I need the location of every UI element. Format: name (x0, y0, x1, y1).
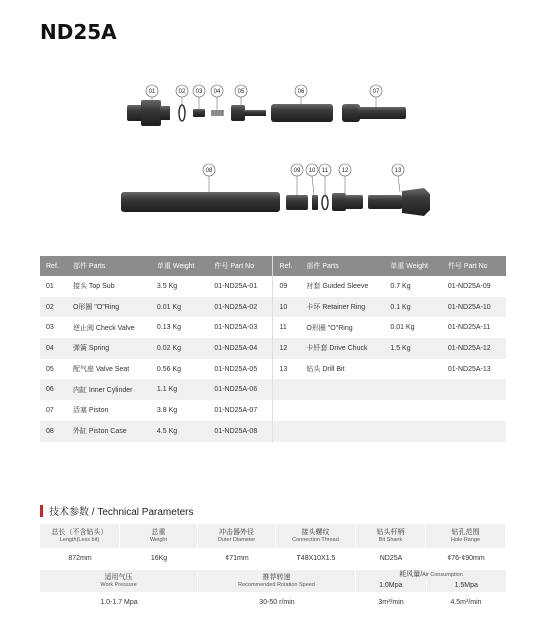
cell-part: O形圈 "O"Ring (67, 297, 151, 318)
cell-part (300, 379, 384, 400)
cell-ref: 03 (46, 324, 54, 332)
table-row (40, 297, 506, 318)
callout-05 (235, 85, 247, 97)
part-13-drill-bit (368, 188, 430, 216)
cell-ref: 01 (46, 282, 54, 290)
cell-part-no (442, 379, 506, 400)
svg-text:07: 07 (372, 89, 380, 96)
cell-ref: 11 (273, 317, 300, 338)
cell-ref: 06 (40, 379, 67, 400)
part-12-drive-chuck (332, 193, 363, 211)
callout-08 (203, 164, 215, 176)
col-ref: Ref. (40, 256, 67, 276)
tech-rotation-speed: 推荐转速 Recommended Rotation Speed 30-50 r/min (198, 570, 356, 614)
tech-header-connection-thread: 接头螺纹 Connection Thread (276, 524, 356, 548)
tech-second-block (40, 570, 506, 614)
page-title: ND25A (40, 20, 117, 44)
cell-part-no: 01-ND25A-13 (447, 365, 491, 373)
svg-text:06: 06 (297, 89, 305, 96)
tech-value-outer-diameter: ¢71mm (225, 554, 249, 562)
cell-part-no: 01-ND25A-10 (442, 297, 506, 318)
svg-text:01: 01 (148, 89, 156, 96)
cell-part (300, 421, 384, 442)
table-row (40, 276, 506, 297)
cell-part-no: 01-ND25A-12 (442, 338, 506, 359)
col-part-no: 件号 Part No (208, 256, 273, 276)
col-parts: 部件 Parts (300, 256, 384, 276)
svg-text:10: 10 (308, 168, 316, 175)
part-02-o-ring (179, 105, 185, 121)
tech-header-weight: 总重 Weight (120, 524, 198, 548)
part-07-piston (342, 104, 406, 122)
tech-value-bit-shank: ND25A (379, 554, 403, 562)
tech-header-length: 总长（不含钻头） Length(Less bit) (40, 524, 120, 548)
callout-04 (211, 85, 223, 97)
svg-text:05: 05 (237, 89, 245, 96)
cell-weight: 3.5 Kg (156, 282, 178, 290)
cell-part: 钻头 Drill Bit (306, 366, 345, 374)
tech-value-connection-thread: T48X10X1.5 (296, 554, 336, 562)
cell-part-no (442, 400, 506, 421)
cell-weight (384, 421, 442, 442)
cell-weight: 0.01 Kg (151, 297, 209, 318)
tech-value-air-1mpa: 3m³/min (378, 598, 404, 606)
tech-work-pressure: 适用气压 Work Pressure 1.0-1.7 Mpa (40, 570, 198, 614)
cell-ref: 13 (273, 359, 300, 380)
tech-value-hole-range: ¢76-¢90mm (447, 554, 485, 562)
cell-part-no: 01-ND25A-09 (447, 282, 491, 290)
part-10-retainer-ring (312, 195, 318, 210)
part-05-valve-seat (231, 105, 266, 121)
cell-part-no: 01-ND25A-06 (208, 379, 273, 400)
part-09-guided-sleeve (286, 195, 308, 210)
cell-ref: 08 (40, 421, 67, 442)
cell-ref: 09 (273, 276, 300, 297)
callout-11 (319, 164, 331, 176)
col-ref: Ref. (273, 256, 300, 276)
table-row (40, 400, 506, 421)
svg-text:11: 11 (321, 168, 329, 175)
cell-ref: 10 (273, 297, 300, 318)
tech-value-work-pressure: 1.0-1.7 Mpa (100, 598, 138, 606)
cell-ref: 02 (40, 297, 67, 318)
tech-value-weight: 16Kg (150, 554, 168, 562)
cell-weight: 3.8 Kg (156, 406, 178, 414)
table-row (40, 379, 506, 400)
tech-header-bit-shank: 钻头杆柄 Bit Shank (356, 524, 426, 548)
tech-title-text: 技术参数 / Technical Parameters (49, 507, 194, 518)
callout-12 (339, 164, 351, 176)
cell-part: 弹簧 Spring (67, 338, 151, 359)
table-row (40, 338, 506, 359)
cell-ref (273, 379, 300, 400)
svg-text:12: 12 (341, 168, 349, 175)
callout-01 (146, 85, 158, 97)
col-parts: 部件 Parts (67, 256, 151, 276)
cell-weight (384, 400, 442, 421)
tech-value-rotation-speed: 30-50 r/min (259, 598, 295, 606)
cell-part: 卡钎套 Drive Chuck (300, 338, 384, 359)
callout-09 (291, 164, 303, 176)
cell-weight (384, 359, 442, 380)
callout-10 (306, 164, 318, 176)
cell-part (300, 400, 384, 421)
cell-part: 配气座 Valve Seat (72, 366, 130, 374)
cell-part: 活塞 Piston (72, 407, 109, 415)
cell-part-no: 01-ND25A-01 (214, 282, 258, 290)
cell-weight: 0.13 Kg (156, 324, 182, 332)
svg-text:09: 09 (293, 168, 301, 175)
cell-part-no: 01-ND25A-08 (208, 421, 273, 442)
tech-value-row (40, 548, 506, 570)
cell-weight: 0.1 Kg (384, 297, 442, 318)
tech-header-outer-diameter: 冲击器外径 Outer Diameter (198, 524, 276, 548)
tech-value-air-1-5mpa: 4.5m³/min (450, 598, 482, 606)
cell-ref: 04 (40, 338, 67, 359)
part-03-check-valve (193, 109, 205, 117)
cell-ref (273, 421, 300, 442)
exploded-parts-diagram (0, 80, 540, 240)
cell-weight: 1.5 Kg (384, 338, 442, 359)
cell-ref: 07 (46, 406, 54, 414)
cell-part: 内缸 Inner Cylinder (67, 379, 151, 400)
table-row (40, 317, 506, 338)
cell-part-no: 01-ND25A-04 (208, 338, 273, 359)
cell-weight: 0.56 Kg (156, 365, 182, 373)
callout-02 (176, 85, 188, 97)
svg-text:02: 02 (178, 89, 186, 96)
cell-weight: 0.02 Kg (151, 338, 209, 359)
cell-part: 接头 Top Sub (72, 283, 115, 291)
tech-air-label-1-5mpa: 1.5Mpa (454, 582, 478, 590)
col-weight: 单重 Weight (151, 256, 209, 276)
tech-air-consumption: 耗风量 / Air Consumption 1.0Mpa 1.5Mpa 3m³/min 4.5m³/min (356, 570, 506, 614)
cell-weight: 1.1 Kg (151, 379, 209, 400)
section-marker (40, 505, 43, 517)
svg-text:08: 08 (205, 168, 213, 175)
table-row (40, 359, 506, 380)
callout-03 (193, 85, 205, 97)
tech-section-title (40, 503, 194, 518)
cell-part: 逆止阀 Check Valve (72, 324, 135, 332)
part-06-inner-cylinder (271, 104, 333, 122)
part-04-spring (211, 110, 224, 116)
callout-06 (295, 85, 307, 97)
cell-part-no: 01-ND25A-07 (214, 406, 258, 414)
svg-text:03: 03 (195, 89, 203, 96)
col-part-no: 件号 Part No (442, 256, 506, 276)
table-row (40, 421, 506, 442)
tech-header-hole-range: 钻孔范围 Hole Range (426, 524, 506, 548)
parts-table-header (40, 256, 506, 276)
cell-part-no: 01-ND25A-11 (447, 324, 491, 332)
cell-weight: 4.5 Kg (151, 421, 209, 442)
cell-part: 卡环 Retainer Ring (300, 297, 384, 318)
tech-air-label-1mpa: 1.0Mpa (356, 581, 427, 592)
cell-weight (384, 379, 442, 400)
callout-13 (392, 164, 404, 176)
cell-part-no (442, 421, 506, 442)
col-weight: 单重 Weight (384, 256, 442, 276)
part-08-piston-case (121, 192, 280, 212)
part-01-top-sub (127, 100, 170, 126)
cell-part: O形圈 "O"Ring (306, 324, 353, 332)
cell-part-no: 01-ND25A-02 (208, 297, 273, 318)
cell-part: 外缸 Piston Case (67, 421, 151, 442)
cell-part-no: 01-ND25A-05 (214, 365, 258, 373)
tech-header-row (40, 524, 506, 548)
cell-ref: 12 (273, 338, 300, 359)
cell-ref (273, 400, 300, 421)
cell-weight: 0.01 Kg (390, 324, 415, 332)
svg-text:04: 04 (213, 89, 221, 96)
part-11-o-ring (322, 196, 328, 210)
tech-value-length: 872mm (68, 554, 92, 562)
svg-text:13: 13 (394, 168, 402, 175)
parts-table (40, 256, 506, 442)
cell-weight: 0.7 Kg (390, 282, 411, 290)
tech-params-table (40, 524, 506, 614)
cell-part: 衬套 Guided Sleeve (306, 283, 369, 291)
cell-ref: 05 (46, 365, 54, 373)
cell-part-no: 01-ND25A-03 (214, 324, 258, 332)
callout-07 (370, 85, 382, 97)
